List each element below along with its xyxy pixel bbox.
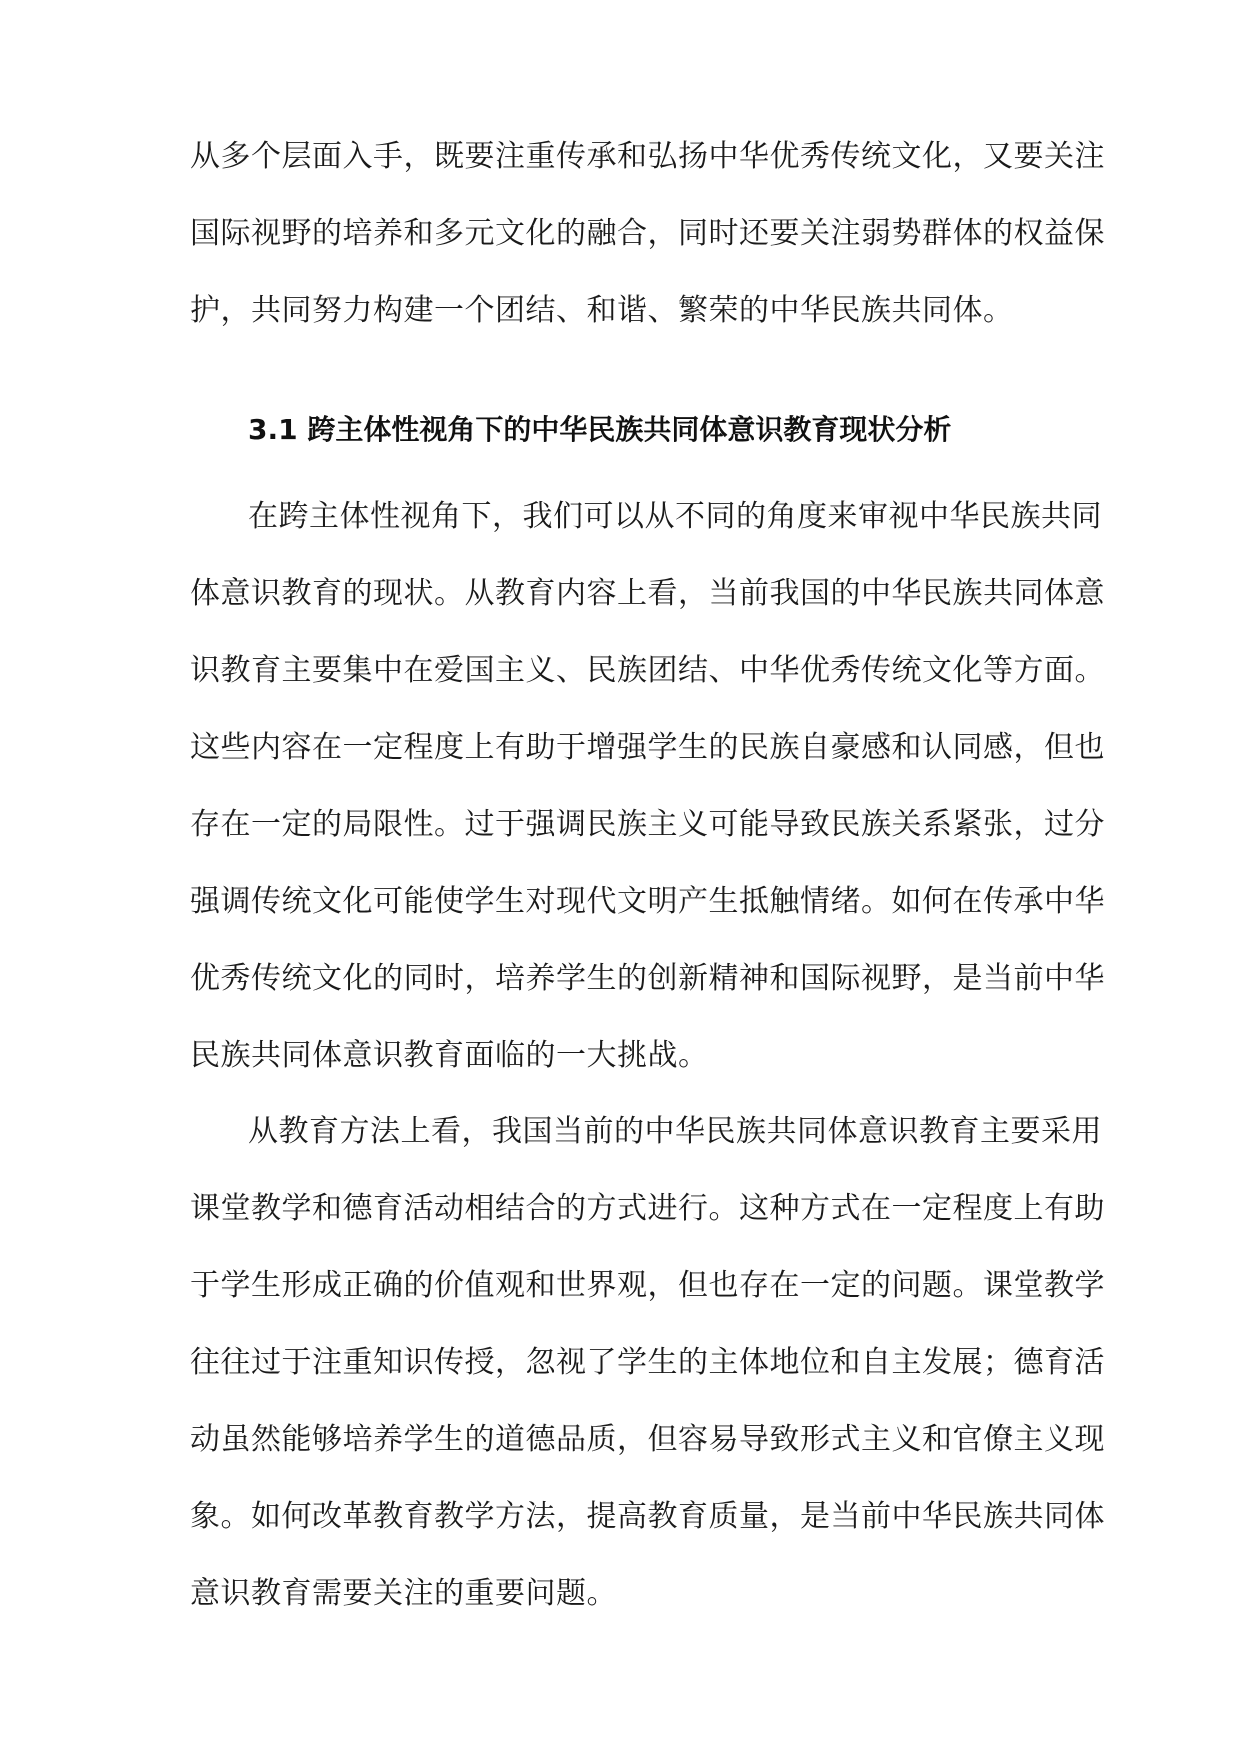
paragraph-line: 国际视野的培养和多元文化的融合，同时还要关注弱势群体的权益保: [190, 216, 1105, 251]
paragraph-line: 在跨主体性视角下，我们可以从不同的角度来审视中华民族共同: [248, 499, 1102, 534]
paragraph-line: 课堂教学和德育活动相结合的方式进行。这种方式在一定程度上有助: [190, 1191, 1105, 1226]
paragraph-line: 护，共同努力构建一个团结、和谐、繁荣的中华民族共同体。: [190, 293, 1014, 328]
paragraph-line: 象。如何改革教育教学方法，提高教育质量，是当前中华民族共同体: [190, 1499, 1105, 1534]
paragraph-line: 民族共同体意识教育面临的一大挑战。: [190, 1038, 709, 1073]
paragraph-line: 动虽然能够培养学生的道德品质，但容易导致形式主义和官僚主义现: [190, 1422, 1105, 1457]
paragraph-line: 存在一定的局限性。过于强调民族主义可能导致民族关系紧张，过分: [190, 807, 1105, 842]
paragraph-line: 强调传统文化可能使学生对现代文明产生抵触情绪。如何在传承中华: [190, 884, 1105, 919]
paragraph-line: 于学生形成正确的价值观和世界观，但也存在一定的问题。课堂教学: [190, 1268, 1105, 1303]
paragraph-line: 从教育方法上看，我国当前的中华民族共同体意识教育主要采用: [248, 1114, 1102, 1149]
paragraph-content-analysis: [190, 478, 1105, 1094]
paragraph-line: 体意识教育的现状。从教育内容上看，当前我国的中华民族共同体意: [190, 576, 1105, 611]
paragraph-line: 意识教育需要关注的重要问题。: [190, 1576, 617, 1611]
section-heading: 3.1 跨主体性视角下的中华民族共同体意识教育现状分析: [248, 413, 952, 446]
paragraph-line: 往往过于注重知识传授，忽视了学生的主体地位和自主发展；德育活: [190, 1345, 1105, 1380]
paragraph-line: 这些内容在一定程度上有助于增强学生的民族自豪感和认同感，但也: [190, 730, 1105, 765]
paragraph-line: 识教育主要集中在爱国主义、民族团结、中华优秀传统文化等方面。: [190, 653, 1105, 688]
continued-paragraph: [190, 118, 1105, 349]
paragraph-line: 优秀传统文化的同时，培养学生的创新精神和国际视野，是当前中华: [190, 961, 1105, 996]
paragraph-line: 从多个层面入手，既要注重传承和弘扬中华优秀传统文化，又要关注: [190, 139, 1105, 174]
paragraph-method-analysis: [190, 1093, 1105, 1632]
